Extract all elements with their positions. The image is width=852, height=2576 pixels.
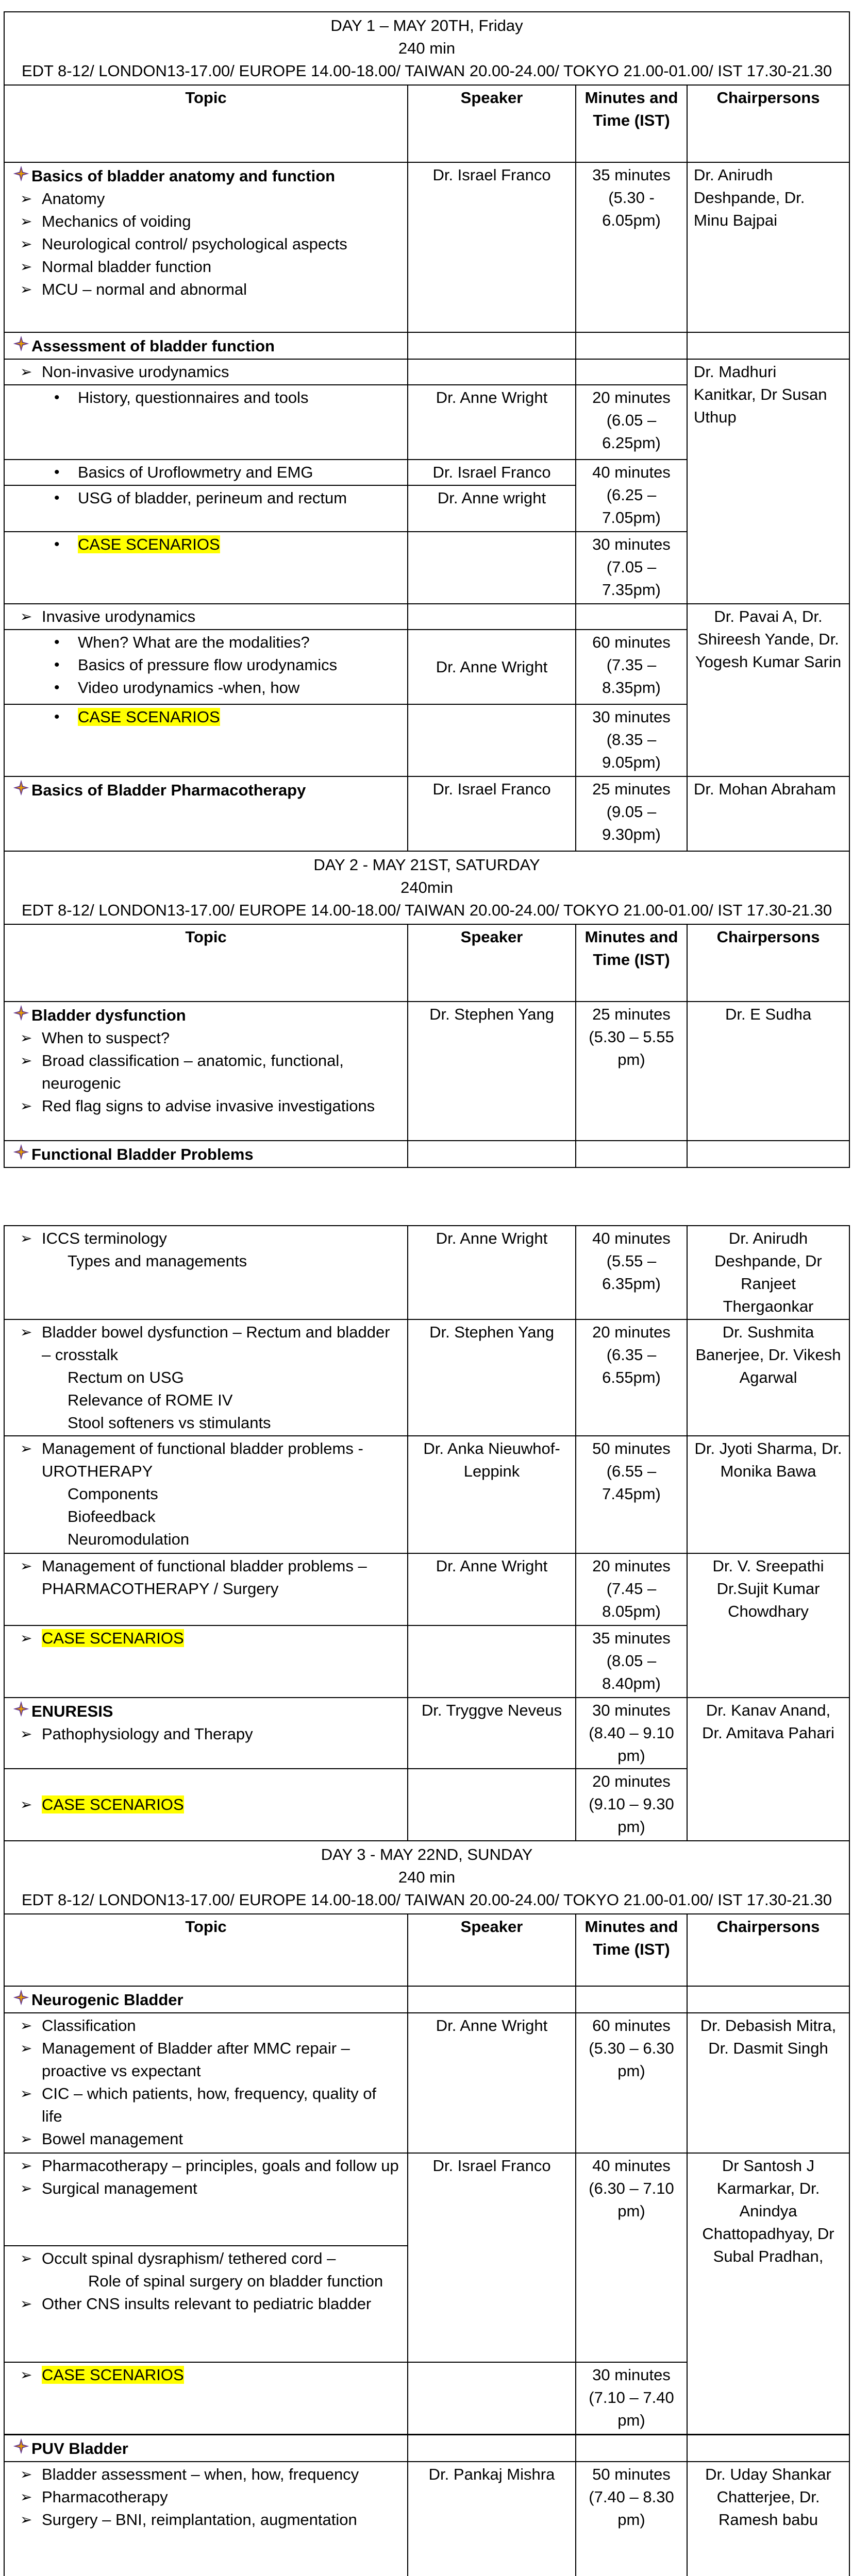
arrow-bullet-icon: ➢ [20,2250,32,2266]
arrow-bullet-icon: ➢ [20,1230,32,1246]
list-item: When? What are the modalities? [78,633,310,651]
case-scenarios-label: CASE SCENARIOS [42,2366,184,2384]
session-title: Assessment of bladder function [31,337,275,355]
list-item: Occult spinal dysraphism/ tethered cord – [42,2249,336,2267]
speaker-cell: Dr. Anne Wright [408,1553,576,1625]
col-topic: Topic [4,1914,408,1986]
chair-cell: Dr. Mohan Abraham [687,776,849,851]
list-item: Management of functional bladder problems - UROTHERAPY [42,1439,363,1480]
list-item: Management of Bladder after MMC repair – proactive vs expectant [42,2039,350,2080]
chair-cell: Dr. Madhuri Kanitkar, Dr Susan Uthup [687,359,849,604]
list-item: Normal bladder function [42,258,212,276]
time-cell: 30 minutes (8.35 – 9.05pm) [576,704,687,776]
list-item: Management of functional bladder problems – PHARMACOTHERAPY / Surgery [42,1557,367,1598]
speaker-cell: Dr. Anne Wright [408,385,576,460]
chair-cell: Dr. Anirudh Deshpande, Dr Ranjeet Thergaonkar [687,1226,849,1319]
time-cell: 40 minutes (6.25 – 7.05pm) [576,460,687,532]
session-title: Basics of bladder anatomy and function [31,167,336,185]
dot-bullet-icon: • [54,708,60,725]
list-item: History, questionnaires and tools [78,388,309,406]
time-cell: 25 minutes (9.05 – 9.30pm) [576,776,687,851]
list-item: CIC – which patients, how, frequency, quality of life [42,2084,377,2125]
case-scenarios-label: CASE SCENARIOS [78,535,220,553]
arrow-bullet-icon: ➢ [20,191,32,207]
list-item: Non-invasive urodynamics [42,363,229,381]
arrow-bullet-icon: ➢ [20,2018,32,2033]
time-cell: 40 minutes (6.30 – 7.10 pm) [576,2153,687,2362]
arrow-bullet-icon: ➢ [20,2367,32,2383]
list-item: Broad classification – anatomic, functional, neurogenic [42,1052,344,1092]
arrow-bullet-icon: ➢ [20,1053,32,1069]
speaker-cell: Dr. Anne Wright [408,1226,576,1319]
arrow-bullet-icon: ➢ [20,1797,32,1812]
chair-cell: Dr. E Sudha [687,1002,849,1141]
day3-timezones: EDT 8-12/ LONDON13-17.00/ EUROPE 14.00-18.00/ TAIWAN 20.00-24.00/ TOKYO 21.00-01.00/ IST 17.30-21.30 [21,1891,832,1909]
arrow-bullet-icon: ➢ [20,259,32,275]
list-item: ICCS terminology [42,1229,167,1247]
arrow-bullet-icon: ➢ [20,1630,32,1646]
time-cell: 35 minutes (8.05 – 8.40pm) [576,1625,687,1698]
arrow-bullet-icon: ➢ [20,2296,32,2312]
time-cell: 40 minutes (5.55 – 6.35pm) [576,1226,687,1319]
list-item: Mechanics of voiding [42,212,191,230]
speaker-cell: Dr. Anka Nieuwhof-Leppink [408,1436,576,1553]
time-cell: 50 minutes (7.40 – 8.30 pm) [576,2462,687,2576]
speaker-cell: Dr. Anne Wright [408,630,576,704]
list-item: Anatomy [42,190,105,208]
arrow-bullet-icon: ➢ [20,2180,32,2196]
list-subitem: Rectum on USG [68,1368,184,1386]
session-title: ENURESIS [31,1702,113,1720]
list-item: MCU – normal and abnormal [42,280,247,298]
session-title: Basics of Bladder Pharmacotherapy [31,781,306,799]
arrow-bullet-icon: ➢ [20,2489,32,2505]
list-item: Pathophysiology and Therapy [42,1725,253,1743]
dot-bullet-icon: • [54,464,60,481]
col-chair: Chairpersons [687,924,849,1002]
col-speaker: Speaker [408,924,576,1002]
time-cell: 20 minutes (9.10 – 9.30 pm) [576,1769,687,1841]
col-speaker: Speaker [408,85,576,162]
chair-cell: Dr Santosh J Karmarkar, Dr. Anindya Chattopadhyay, Dr Subal Pradhan, [687,2153,849,2434]
chair-cell: Dr. Kanav Anand, Dr. Amitava Pahari [687,1698,849,1841]
day3-duration: 240 min [398,1868,456,1886]
session-title: Neurogenic Bladder [31,1991,183,2009]
time-cell: 20 minutes (6.35 – 6.55pm) [576,1319,687,1436]
schedule-table-page3 [4,2434,850,2576]
speaker-cell: Dr. Stephen Yang [408,1002,576,1141]
session-title: Bladder dysfunction [31,1006,186,1024]
time-cell: 20 minutes (6.05 – 6.25pm) [576,385,687,460]
case-scenarios-label: CASE SCENARIOS [42,1629,184,1647]
arrow-bullet-icon: ➢ [20,236,32,252]
day2-duration: 240min [400,878,453,896]
star-bullet-icon [11,1700,31,1718]
day3-title: DAY 3 - MAY 22ND, SUNDAY [321,1845,533,1863]
list-item: Bladder bowel dysfunction – Rectum and bladder – crosstalk [42,1323,390,1364]
day1-timezones: EDT 8-12/ LONDON13-17.00/ EUROPE 14.00-18.00/ TAIWAN 20.00-24.00/ TOKYO 21.00-01.00/ IST 17.30-21.30 [21,62,832,80]
arrow-bullet-icon: ➢ [20,213,32,229]
list-subitem: Types and managements [68,1252,247,1270]
speaker-cell: Dr. Israel Franco [408,162,576,332]
speaker-cell: Dr. Pankaj Mishra [408,2462,576,2576]
dot-bullet-icon: • [54,634,60,651]
dot-bullet-icon: • [54,489,60,506]
schedule-table-page2 [4,1225,850,2435]
time-cell: 25 minutes (5.30 – 5.55 pm) [576,1002,687,1141]
list-subitem: Neuromodulation [68,1530,190,1548]
day1-duration: 240 min [398,39,456,57]
chair-cell: Dr. Anirudh Deshpande, Dr. Minu Bajpai [687,162,849,332]
time-cell: 30 minutes (7.05 – 7.35pm) [576,532,687,604]
list-item: Bladder assessment – when, how, frequency [42,2465,359,2483]
star-bullet-icon [11,2437,31,2455]
day2-timezones: EDT 8-12/ LONDON13-17.00/ EUROPE 14.00-18.00/ TAIWAN 20.00-24.00/ TOKYO 21.00-01.00/ IST 17.30-21.30 [21,901,832,919]
speaker-cell: Dr. Israel Franco [408,776,576,851]
star-bullet-icon [11,165,31,182]
day1-title: DAY 1 – MAY 20TH, Friday [330,16,523,35]
list-item: Surgical management [42,2179,197,2197]
list-subitem: Components [68,1485,158,1503]
arrow-bullet-icon: ➢ [20,1440,32,1456]
list-item: When to suspect? [42,1029,170,1047]
col-chair: Chairpersons [687,1914,849,1986]
speaker-cell: Dr. Tryggve Neveus [408,1698,576,1769]
arrow-bullet-icon: ➢ [20,2158,32,2174]
session-title: PUV Bladder [31,2439,128,2458]
speaker-cell: Dr. Anne Wright [408,2013,576,2153]
list-item: Surgery – BNI, reimplantation, augmentation [42,2511,357,2529]
list-item: Bowel management [42,2130,183,2148]
arrow-bullet-icon: ➢ [20,608,32,624]
arrow-bullet-icon: ➢ [20,2512,32,2528]
arrow-bullet-icon: ➢ [20,2040,32,2056]
arrow-bullet-icon: ➢ [20,1098,32,1114]
case-scenarios-label: CASE SCENARIOS [42,1795,184,1814]
col-chair: Chairpersons [687,85,849,162]
list-item: Pharmacotherapy – principles, goals and follow up [42,2157,399,2175]
time-cell: 30 minutes (8.40 – 9.10 pm) [576,1698,687,1769]
arrow-bullet-icon: ➢ [20,1030,32,1046]
time-cell: 60 minutes (5.30 – 6.30 pm) [576,2013,687,2153]
dot-bullet-icon: • [54,389,60,406]
star-bullet-icon [11,779,31,796]
star-bullet-icon [11,1989,31,2006]
dot-bullet-icon: • [54,656,60,673]
chair-cell: Dr. Jyoti Sharma, Dr. Monika Bawa [687,1436,849,1553]
col-topic: Topic [4,85,408,162]
list-item: USG of bladder, perineum and rectum [78,489,347,507]
list-item: Classification [42,2016,136,2035]
arrow-bullet-icon: ➢ [20,1726,32,1742]
schedule-table-page1 [4,11,850,1168]
star-bullet-icon [11,1143,31,1161]
list-item: Other CNS insults relevant to pediatric bladder [42,2295,372,2313]
col-speaker: Speaker [408,1914,576,1986]
star-bullet-icon [11,335,31,352]
time-cell: 35 minutes (5.30 - 6.05pm) [576,162,687,332]
list-item: Pharmacotherapy [42,2488,168,2506]
dot-bullet-icon: • [54,536,60,553]
list-item: Basics of pressure flow urodynamics [78,656,338,674]
chair-cell: Dr. V. Sreepathi Dr.Sujit Kumar Chowdhary [687,1553,849,1698]
session-title: Functional Bladder Problems [31,1145,254,1163]
star-bullet-icon [11,1004,31,1022]
chair-cell: Dr. Debasish Mitra, Dr. Dasmit Singh [687,2013,849,2153]
day2-title: DAY 2 - MAY 21ST, SATURDAY [313,856,540,874]
speaker-cell: Dr. Israel Franco [408,2153,576,2362]
list-subitem: Relevance of ROME IV [68,1391,233,1409]
list-item: Neurological control/ psychological aspects [42,235,347,253]
arrow-bullet-icon: ➢ [20,2086,32,2102]
arrow-bullet-icon: ➢ [20,2466,32,2482]
speaker-cell: Dr. Anne wright [408,485,576,532]
speaker-cell: Dr. Stephen Yang [408,1319,576,1436]
arrow-bullet-icon: ➢ [20,1558,32,1574]
chair-cell: Dr. Pavai A, Dr. Shireesh Yande, Dr. Yogesh Kumar Sarin [687,604,849,776]
time-cell: 30 minutes (7.10 – 7.40 pm) [576,2362,687,2434]
list-item: Invasive urodynamics [42,607,196,625]
arrow-bullet-icon: ➢ [20,2131,32,2147]
dot-bullet-icon: • [54,679,60,696]
col-topic: Topic [4,924,408,1002]
col-minutes: Minutes and Time (IST) [576,85,687,162]
list-subitem: Stool softeners vs stimulants [68,1414,271,1432]
arrow-bullet-icon: ➢ [20,364,32,380]
list-subitem: Role of spinal surgery on bladder function [88,2272,383,2290]
list-item: Video urodynamics -when, how [78,679,300,697]
time-cell: 50 minutes (6.55 – 7.45pm) [576,1436,687,1553]
speaker-cell: Dr. Israel Franco [408,460,576,485]
chair-cell: Dr. Sushmita Banerjee, Dr. Vikesh Agarwal [687,1319,849,1436]
arrow-bullet-icon: ➢ [20,281,32,297]
case-scenarios-label: CASE SCENARIOS [78,708,220,726]
col-minutes: Minutes and Time (IST) [576,1914,687,1986]
list-item: Red flag signs to advise invasive investigations [42,1097,375,1115]
time-cell: 20 minutes (7.45 – 8.05pm) [576,1553,687,1625]
col-minutes: Minutes and Time (IST) [576,924,687,1002]
list-subitem: Biofeedback [68,1507,156,1526]
list-item: Basics of Uroflowmetry and EMG [78,463,313,481]
arrow-bullet-icon: ➢ [20,1324,32,1340]
time-cell: 60 minutes (7.35 – 8.35pm) [576,630,687,704]
chair-cell: Dr. Uday Shankar Chatterjee, Dr. Ramesh babu [687,2462,849,2576]
